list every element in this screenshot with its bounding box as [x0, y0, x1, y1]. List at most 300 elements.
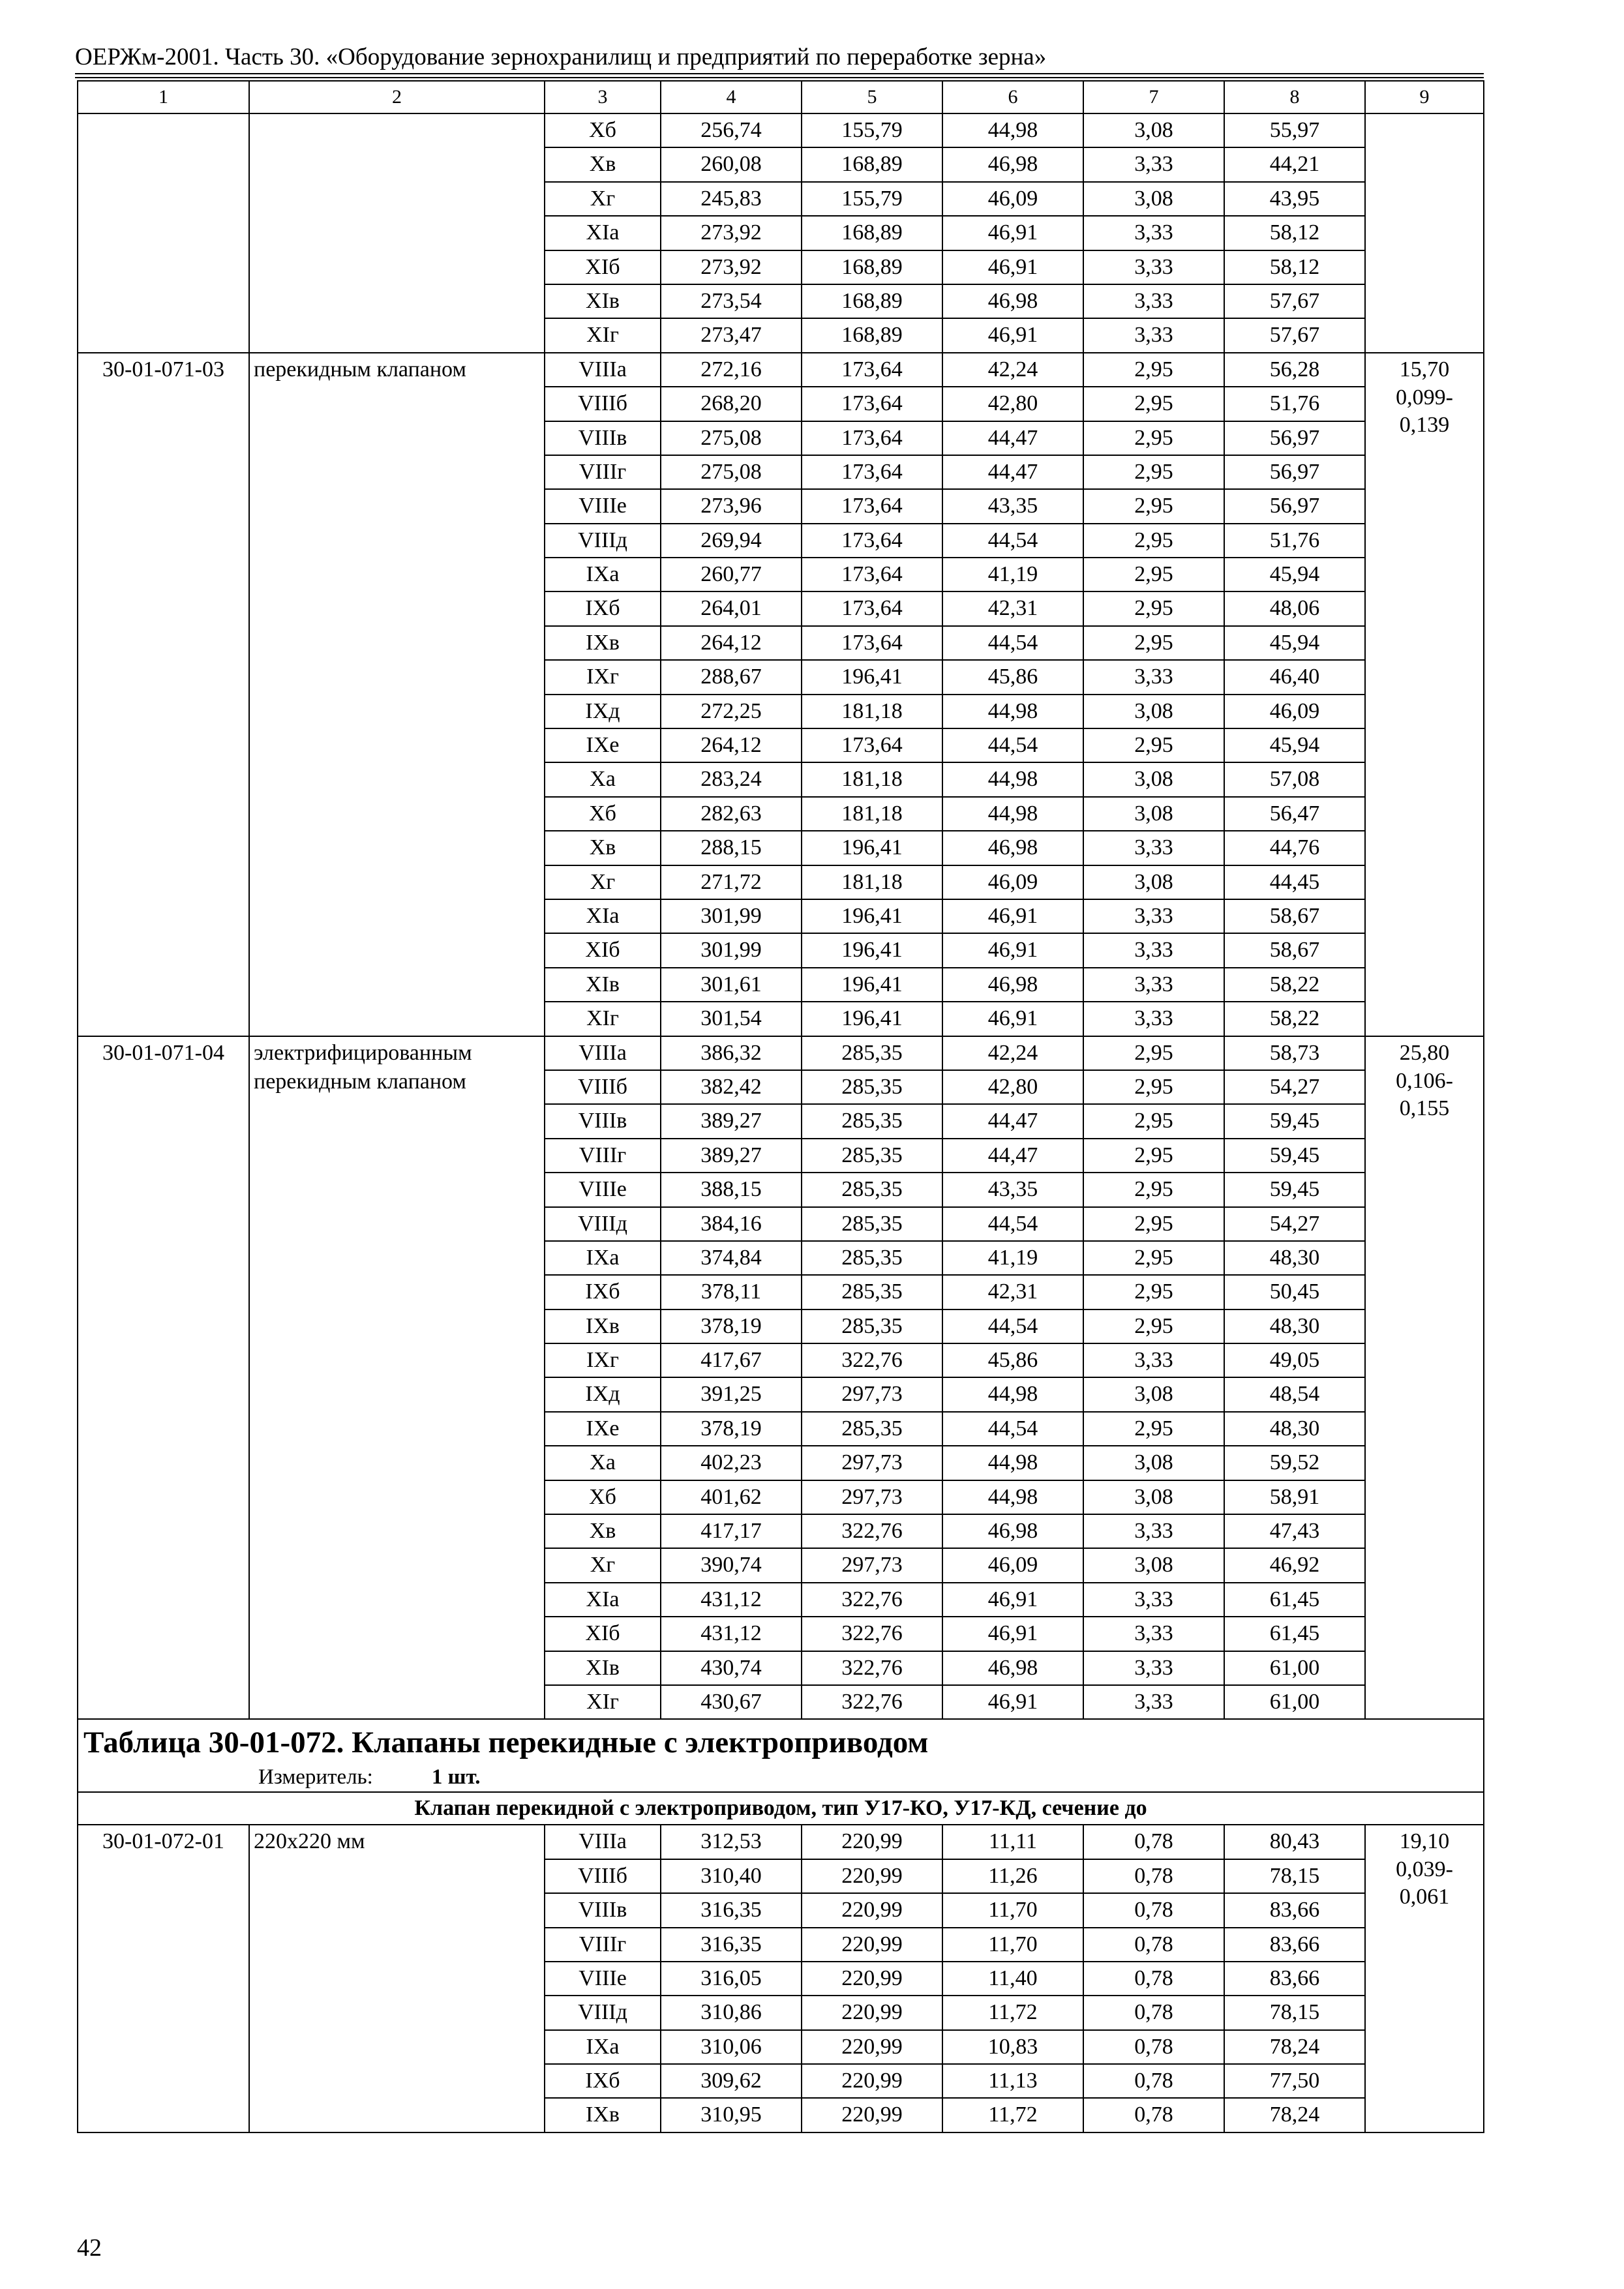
machine-cost: 2,95 — [1083, 626, 1224, 660]
materials-cost: 50,45 — [1224, 1275, 1365, 1309]
total-cost: 269,94 — [661, 524, 802, 558]
materials-cost: 48,06 — [1224, 591, 1365, 625]
equipment-cost: 322,76 — [802, 1685, 942, 1719]
table-title: Таблица 30-01-072. Клапаны перекидные с электроприводом — [83, 1726, 929, 1760]
equipment-cost: 220,99 — [802, 1928, 942, 1962]
equipment-cost: 297,73 — [802, 1548, 942, 1582]
column-number: 4 — [661, 81, 802, 113]
total-cost: 288,67 — [661, 660, 802, 694]
materials-cost: 45,94 — [1224, 558, 1365, 591]
machine-cost: 2,95 — [1083, 1309, 1224, 1343]
equipment-cost: 285,35 — [802, 1207, 942, 1241]
equipment-cost: 285,35 — [802, 1104, 942, 1138]
subheading-row — [78, 1792, 1484, 1825]
resource-code: IХб — [545, 591, 661, 625]
machine-cost: 2,95 — [1083, 524, 1224, 558]
labor-cost: 46,91 — [942, 250, 1083, 284]
resource-code: Хб — [545, 113, 661, 147]
labor-cost: 44,47 — [942, 1104, 1083, 1138]
equipment-cost: 173,64 — [802, 591, 942, 625]
materials-cost: 59,45 — [1224, 1104, 1365, 1138]
labor-cost: 11,70 — [942, 1893, 1083, 1927]
machine-cost: 2,95 — [1083, 1241, 1224, 1275]
equipment-cost: 285,35 — [802, 1173, 942, 1206]
labor-cost: 41,19 — [942, 1241, 1083, 1275]
total-cost: 316,35 — [661, 1893, 802, 1927]
materials-cost: 48,54 — [1224, 1377, 1365, 1411]
total-cost: 268,20 — [661, 387, 802, 421]
materials-cost: 58,67 — [1224, 899, 1365, 933]
machine-cost: 3,08 — [1083, 113, 1224, 147]
resource-code: IХа — [545, 558, 661, 591]
machine-cost: 0,78 — [1083, 2098, 1224, 2132]
machine-cost: 2,95 — [1083, 591, 1224, 625]
labor-cost: 45,86 — [942, 1343, 1083, 1377]
materials-cost: 77,50 — [1224, 2064, 1365, 2098]
total-cost: 273,92 — [661, 250, 802, 284]
equipment-cost: 173,64 — [802, 489, 942, 523]
machine-cost: 3,33 — [1083, 250, 1224, 284]
total-cost: 301,54 — [661, 1002, 802, 1036]
machine-cost: 3,33 — [1083, 1617, 1224, 1651]
labor-cost: 42,24 — [942, 353, 1083, 387]
total-cost: 390,74 — [661, 1548, 802, 1582]
resource-code: VIIIг — [545, 1928, 661, 1962]
norm-value: 0,039- — [1396, 1857, 1453, 1882]
equipment-cost: 181,18 — [802, 797, 942, 831]
machine-cost: 0,78 — [1083, 2030, 1224, 2064]
machine-cost: 3,08 — [1083, 797, 1224, 831]
resource-code: IХв — [545, 626, 661, 660]
equipment-cost: 196,41 — [802, 660, 942, 694]
total-cost: 312,53 — [661, 1825, 802, 1859]
column-number: 1 — [78, 81, 249, 113]
machine-cost: 3,33 — [1083, 284, 1224, 318]
equipment-cost: 285,35 — [802, 1139, 942, 1173]
total-cost: 402,23 — [661, 1446, 802, 1480]
labor-cost: 11,11 — [942, 1825, 1083, 1859]
price-table — [77, 80, 1484, 2133]
materials-cost: 78,24 — [1224, 2098, 1365, 2132]
resource-code: ХIг — [545, 318, 661, 352]
machine-cost: 3,33 — [1083, 1514, 1224, 1548]
materials-cost: 46,40 — [1224, 660, 1365, 694]
machine-cost: 3,33 — [1083, 660, 1224, 694]
labor-cost: 11,72 — [942, 1996, 1083, 2029]
materials-cost: 51,76 — [1224, 524, 1365, 558]
labor-cost: 44,98 — [942, 695, 1083, 728]
total-cost: 316,35 — [661, 1928, 802, 1962]
item-code — [78, 113, 249, 353]
machine-cost: 2,95 — [1083, 558, 1224, 591]
resource-code: VIIIд — [545, 524, 661, 558]
total-cost: 382,42 — [661, 1070, 802, 1104]
resource-code: IХд — [545, 1377, 661, 1411]
resource-code: Ха — [545, 762, 661, 796]
column-number: 5 — [802, 81, 942, 113]
materials-cost: 61,00 — [1224, 1651, 1365, 1685]
total-cost: 273,54 — [661, 284, 802, 318]
machine-cost: 0,78 — [1083, 2064, 1224, 2098]
materials-cost: 46,09 — [1224, 695, 1365, 728]
unit-value: 1 шт. — [431, 1765, 481, 1789]
materials-cost: 58,12 — [1224, 250, 1365, 284]
column-number: 8 — [1224, 81, 1365, 113]
resource-code: ХIв — [545, 284, 661, 318]
labor-cost: 44,47 — [942, 421, 1083, 455]
labor-cost: 44,54 — [942, 728, 1083, 762]
total-cost: 391,25 — [661, 1377, 802, 1411]
materials-cost: 46,92 — [1224, 1548, 1365, 1582]
equipment-cost: 181,18 — [802, 695, 942, 728]
labor-cost: 42,24 — [942, 1036, 1083, 1070]
labor-cost: 44,47 — [942, 1139, 1083, 1173]
header-rule — [75, 73, 1484, 74]
labor-cost: 46,98 — [942, 1651, 1083, 1685]
total-cost: 310,40 — [661, 1859, 802, 1893]
resource-code: VIIIе — [545, 1962, 661, 1996]
total-cost: 310,86 — [661, 1996, 802, 2029]
document-header: ОЕРЖм-2001. Часть 30. «Оборудование зернохранилищ и предприятий по переработке зерна» — [75, 44, 1047, 70]
labor-cost: 42,31 — [942, 1275, 1083, 1309]
materials-cost: 61,00 — [1224, 1685, 1365, 1719]
total-cost: 430,74 — [661, 1651, 802, 1685]
labor-cost: 46,09 — [942, 865, 1083, 899]
materials-cost: 55,97 — [1224, 113, 1365, 147]
resource-code: ХIа — [545, 216, 661, 250]
machine-cost: 2,95 — [1083, 421, 1224, 455]
labor-cost: 11,40 — [942, 1962, 1083, 1996]
materials-cost: 44,76 — [1224, 831, 1365, 865]
total-cost: 275,08 — [661, 421, 802, 455]
equipment-cost: 173,64 — [802, 626, 942, 660]
total-cost: 301,99 — [661, 933, 802, 967]
equipment-cost: 220,99 — [802, 1893, 942, 1927]
total-cost: 431,12 — [661, 1583, 802, 1617]
resource-code: VIIIа — [545, 353, 661, 387]
materials-cost: 47,43 — [1224, 1514, 1365, 1548]
equipment-cost: 173,64 — [802, 524, 942, 558]
labor-cost: 44,98 — [942, 1377, 1083, 1411]
equipment-cost: 196,41 — [802, 1002, 942, 1036]
materials-cost: 58,67 — [1224, 933, 1365, 967]
machine-cost: 2,95 — [1083, 387, 1224, 421]
machine-cost: 2,95 — [1083, 1036, 1224, 1070]
labor-cost: 42,31 — [942, 591, 1083, 625]
unit-label: Измеритель: — [258, 1765, 373, 1789]
materials-cost: 48,30 — [1224, 1241, 1365, 1275]
machine-cost: 3,33 — [1083, 147, 1224, 181]
resource-code: VIIIв — [545, 421, 661, 455]
table-caption-row — [78, 1719, 1484, 1792]
materials-cost: 58,22 — [1224, 968, 1365, 1002]
total-cost: 271,72 — [661, 865, 802, 899]
materials-cost: 48,30 — [1224, 1309, 1365, 1343]
labor-cost: 46,91 — [942, 933, 1083, 967]
resource-code: VIIIд — [545, 1207, 661, 1241]
labor-cost: 10,83 — [942, 2030, 1083, 2064]
norm-values — [1365, 1036, 1484, 1720]
labor-cost: 46,91 — [942, 1002, 1083, 1036]
resource-code: VIIIа — [545, 1825, 661, 1859]
labor-cost: 41,19 — [942, 558, 1083, 591]
total-cost: 273,47 — [661, 318, 802, 352]
total-cost: 260,77 — [661, 558, 802, 591]
total-cost: 275,08 — [661, 455, 802, 489]
resource-code: IХа — [545, 2030, 661, 2064]
equipment-cost: 168,89 — [802, 284, 942, 318]
resource-code: VIIIд — [545, 1996, 661, 2029]
total-cost: 309,62 — [661, 2064, 802, 2098]
machine-cost: 3,08 — [1083, 182, 1224, 216]
equipment-cost: 220,99 — [802, 2030, 942, 2064]
materials-cost: 80,43 — [1224, 1825, 1365, 1859]
equipment-cost: 322,76 — [802, 1617, 942, 1651]
total-cost: 283,24 — [661, 762, 802, 796]
column-number: 9 — [1365, 81, 1484, 113]
machine-cost: 0,78 — [1083, 1859, 1224, 1893]
column-number-row — [78, 81, 1484, 113]
labor-cost: 46,91 — [942, 1685, 1083, 1719]
labor-cost: 44,54 — [942, 1412, 1083, 1446]
machine-cost: 3,33 — [1083, 1651, 1224, 1685]
materials-cost: 58,91 — [1224, 1480, 1365, 1514]
resource-code: ХIв — [545, 968, 661, 1002]
item-code: 30-01-071-03 — [78, 353, 249, 1036]
labor-cost: 46,91 — [942, 318, 1083, 352]
equipment-cost: 220,99 — [802, 2098, 942, 2132]
resource-code: IХб — [545, 1275, 661, 1309]
resource-code: IХб — [545, 2064, 661, 2098]
resource-code: Хб — [545, 797, 661, 831]
materials-cost: 83,66 — [1224, 1893, 1365, 1927]
materials-cost: 58,73 — [1224, 1036, 1365, 1070]
machine-cost: 2,95 — [1083, 1070, 1224, 1104]
resource-code: VIIIв — [545, 1104, 661, 1138]
norm-value: 0,106- — [1396, 1068, 1453, 1093]
equipment-cost: 181,18 — [802, 762, 942, 796]
labor-cost: 46,09 — [942, 1548, 1083, 1582]
labor-cost: 44,98 — [942, 762, 1083, 796]
total-cost: 256,74 — [661, 113, 802, 147]
resource-code: VIIIе — [545, 489, 661, 523]
equipment-cost: 322,76 — [802, 1514, 942, 1548]
resource-code: VIIIб — [545, 1859, 661, 1893]
table-caption — [78, 1719, 1484, 1792]
table-row — [78, 1036, 1484, 1070]
equipment-cost: 297,73 — [802, 1480, 942, 1514]
labor-cost: 45,86 — [942, 660, 1083, 694]
machine-cost: 2,95 — [1083, 1207, 1224, 1241]
machine-cost: 3,33 — [1083, 1583, 1224, 1617]
total-cost: 430,67 — [661, 1685, 802, 1719]
page-number: 42 — [77, 2234, 102, 2262]
table-body — [78, 81, 1484, 2132]
materials-cost: 48,30 — [1224, 1412, 1365, 1446]
norm-value: 0,061 — [1399, 1885, 1450, 1909]
machine-cost: 2,95 — [1083, 1275, 1224, 1309]
norm-values — [1365, 353, 1484, 1036]
machine-cost: 3,08 — [1083, 865, 1224, 899]
machine-cost: 3,33 — [1083, 899, 1224, 933]
table-row — [78, 1825, 1484, 1859]
equipment-cost: 285,35 — [802, 1036, 942, 1070]
labor-cost: 44,98 — [942, 113, 1083, 147]
machine-cost: 2,95 — [1083, 1139, 1224, 1173]
table-row — [78, 353, 1484, 387]
materials-cost: 44,21 — [1224, 147, 1365, 181]
resource-code: ХIг — [545, 1002, 661, 1036]
resource-code: Хг — [545, 1548, 661, 1582]
total-cost: 378,11 — [661, 1275, 802, 1309]
item-name: 220х220 мм — [249, 1825, 545, 2132]
total-cost: 273,92 — [661, 216, 802, 250]
item-code: 30-01-071-04 — [78, 1036, 249, 1720]
labor-cost: 46,98 — [942, 831, 1083, 865]
materials-cost: 57,08 — [1224, 762, 1365, 796]
resource-code: IХе — [545, 1412, 661, 1446]
norm-value: 15,70 — [1399, 357, 1450, 382]
labor-cost: 46,91 — [942, 1583, 1083, 1617]
total-cost: 389,27 — [661, 1139, 802, 1173]
resource-code: VIIIг — [545, 1139, 661, 1173]
materials-cost: 78,24 — [1224, 2030, 1365, 2064]
total-cost: 389,27 — [661, 1104, 802, 1138]
labor-cost: 44,47 — [942, 455, 1083, 489]
resource-code: ХIг — [545, 1685, 661, 1719]
equipment-cost: 196,41 — [802, 968, 942, 1002]
resource-code: IХв — [545, 2098, 661, 2132]
column-number: 7 — [1083, 81, 1224, 113]
norm-value: 19,10 — [1399, 1829, 1450, 1854]
equipment-cost: 220,99 — [802, 2064, 942, 2098]
labor-cost: 46,91 — [942, 216, 1083, 250]
labor-cost: 46,91 — [942, 1617, 1083, 1651]
machine-cost: 3,33 — [1083, 216, 1224, 250]
materials-cost: 57,67 — [1224, 284, 1365, 318]
norm-value: 0,155 — [1399, 1096, 1450, 1120]
materials-cost: 51,76 — [1224, 387, 1365, 421]
labor-cost: 42,80 — [942, 387, 1083, 421]
labor-cost: 46,98 — [942, 968, 1083, 1002]
labor-cost: 11,70 — [942, 1928, 1083, 1962]
materials-cost: 58,22 — [1224, 1002, 1365, 1036]
machine-cost: 3,08 — [1083, 1377, 1224, 1411]
resource-code: Хв — [545, 147, 661, 181]
resource-code: IХа — [545, 1241, 661, 1275]
labor-cost: 46,91 — [942, 899, 1083, 933]
norm-values — [1365, 113, 1484, 353]
resource-code: ХIб — [545, 1617, 661, 1651]
resource-code: IХг — [545, 1343, 661, 1377]
resource-code: ХIа — [545, 899, 661, 933]
total-cost: 288,15 — [661, 831, 802, 865]
machine-cost: 3,08 — [1083, 762, 1224, 796]
resource-code: Ха — [545, 1446, 661, 1480]
labor-cost: 44,54 — [942, 1309, 1083, 1343]
labor-cost: 44,98 — [942, 797, 1083, 831]
machine-cost: 0,78 — [1083, 1825, 1224, 1859]
machine-cost: 0,78 — [1083, 1962, 1224, 1996]
item-name: электрифицированным перекидным клапаном — [249, 1036, 545, 1720]
resource-code: VIIIг — [545, 455, 661, 489]
machine-cost: 0,78 — [1083, 1928, 1224, 1962]
labor-cost: 44,54 — [942, 524, 1083, 558]
equipment-cost: 155,79 — [802, 113, 942, 147]
equipment-cost: 322,76 — [802, 1343, 942, 1377]
labor-cost: 43,35 — [942, 1173, 1083, 1206]
equipment-cost: 173,64 — [802, 353, 942, 387]
section-subheading: Клапан перекидной с электроприводом, тип У17-КО, У17-КД, сечение до — [78, 1792, 1484, 1825]
machine-cost: 2,95 — [1083, 489, 1224, 523]
materials-cost: 78,15 — [1224, 1859, 1365, 1893]
machine-cost: 2,95 — [1083, 1412, 1224, 1446]
total-cost: 273,96 — [661, 489, 802, 523]
total-cost: 301,61 — [661, 968, 802, 1002]
total-cost: 310,95 — [661, 2098, 802, 2132]
resource-code: Хв — [545, 1514, 661, 1548]
machine-cost: 3,33 — [1083, 1343, 1224, 1377]
materials-cost: 56,97 — [1224, 489, 1365, 523]
total-cost: 417,67 — [661, 1343, 802, 1377]
labor-cost: 44,54 — [942, 626, 1083, 660]
equipment-cost: 297,73 — [802, 1377, 942, 1411]
equipment-cost: 168,89 — [802, 216, 942, 250]
equipment-cost: 155,79 — [802, 182, 942, 216]
total-cost: 282,63 — [661, 797, 802, 831]
column-number: 3 — [545, 81, 661, 113]
equipment-cost: 220,99 — [802, 1859, 942, 1893]
total-cost: 264,12 — [661, 728, 802, 762]
materials-cost: 57,67 — [1224, 318, 1365, 352]
resource-code: ХIв — [545, 1651, 661, 1685]
materials-cost: 45,94 — [1224, 626, 1365, 660]
resource-code: VIIIе — [545, 1173, 661, 1206]
equipment-cost: 285,35 — [802, 1275, 942, 1309]
total-cost: 401,62 — [661, 1480, 802, 1514]
machine-cost: 3,08 — [1083, 1446, 1224, 1480]
equipment-cost: 168,89 — [802, 318, 942, 352]
norm-value: 25,80 — [1399, 1040, 1450, 1065]
total-cost: 316,05 — [661, 1962, 802, 1996]
total-cost: 431,12 — [661, 1617, 802, 1651]
labor-cost: 11,13 — [942, 2064, 1083, 2098]
materials-cost: 61,45 — [1224, 1583, 1365, 1617]
total-cost: 264,12 — [661, 626, 802, 660]
total-cost: 417,17 — [661, 1514, 802, 1548]
resource-code: IХв — [545, 1309, 661, 1343]
total-cost: 245,83 — [661, 182, 802, 216]
materials-cost: 83,66 — [1224, 1962, 1365, 1996]
machine-cost: 0,78 — [1083, 1996, 1224, 2029]
labor-cost: 46,09 — [942, 182, 1083, 216]
machine-cost: 3,33 — [1083, 933, 1224, 967]
resource-code: ХIа — [545, 1583, 661, 1617]
column-number: 2 — [249, 81, 545, 113]
equipment-cost: 220,99 — [802, 1962, 942, 1996]
machine-cost: 3,33 — [1083, 1002, 1224, 1036]
labor-cost: 46,98 — [942, 147, 1083, 181]
labor-cost: 46,98 — [942, 1514, 1083, 1548]
resource-code: VIIIб — [545, 1070, 661, 1104]
item-name: перекидным клапаном — [249, 353, 545, 1036]
machine-cost: 2,95 — [1083, 728, 1224, 762]
materials-cost: 54,27 — [1224, 1070, 1365, 1104]
materials-cost: 58,12 — [1224, 216, 1365, 250]
labor-cost: 43,35 — [942, 489, 1083, 523]
equipment-cost: 196,41 — [802, 899, 942, 933]
materials-cost: 56,97 — [1224, 455, 1365, 489]
